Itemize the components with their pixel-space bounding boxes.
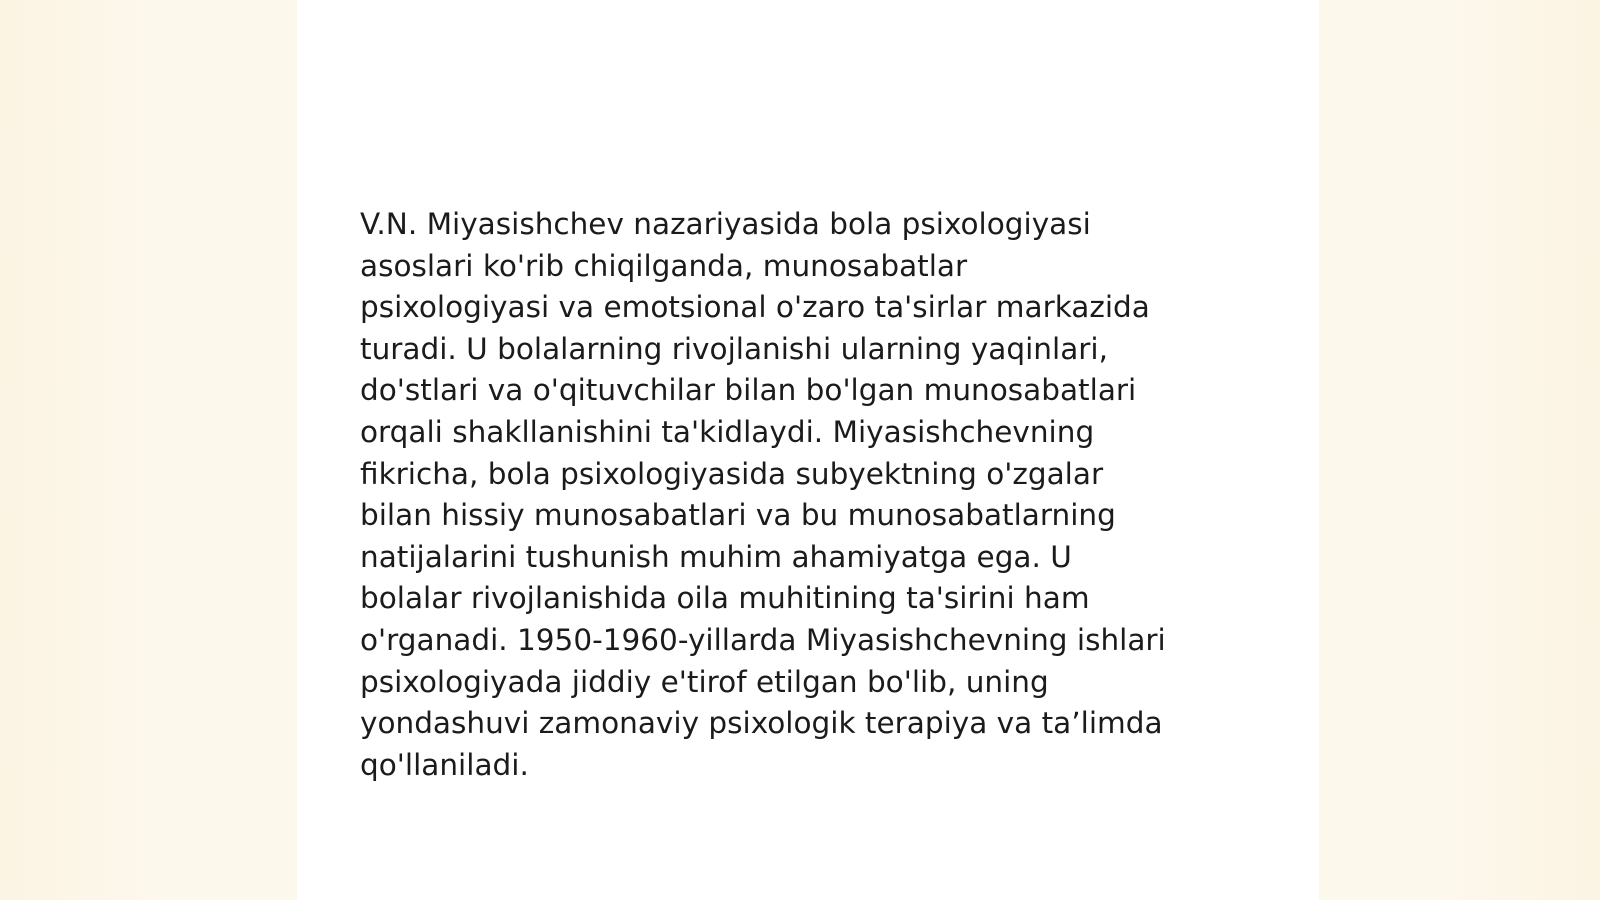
text-line: bilan hissiy munosabatlari va bu munosabatlarning (360, 498, 1116, 533)
text-line: turadi. U bolalarning rivojlanishi ularning yaqinlari, (360, 331, 1108, 366)
text-line: natijalarini tushunish muhim ahamiyatga ega. U (360, 539, 1072, 574)
text-line: asoslari ko'rib chiqilganda, munosabatlar (360, 248, 968, 283)
text-line: yondashuvi zamonaviy psixologik terapiya va ta’limda (360, 706, 1163, 741)
document-page (297, 0, 1319, 900)
text-line: do'stlari va o'qituvchilar bilan bo'lgan munosabatlari (360, 373, 1137, 408)
text-line: qo'llaniladi. (360, 747, 529, 782)
text-line: psixologiyasi va emotsional o'zaro ta'sirlar markazida (360, 290, 1150, 325)
text-line: bolalar rivojlanishida oila muhitining ta'sirini ham (360, 581, 1090, 616)
text-line: fikricha, bola psixologiyasida subyektning o'zgalar (360, 456, 1104, 491)
text-line: orqali shakllanishini ta'kidlaydi. Miyasishchevning (360, 414, 1095, 449)
text-line: o'rganadi. 1950-1960-yillarda Miyasishchevning ishlari (360, 622, 1166, 657)
text-line: V.N. Miyasishchev nazariyasida bola psixologiyasi (360, 207, 1091, 241)
text-line: psixologiyada jiddiy e'tirof etilgan bo'lib, uning (360, 664, 1049, 699)
body-paragraph (360, 204, 1260, 786)
